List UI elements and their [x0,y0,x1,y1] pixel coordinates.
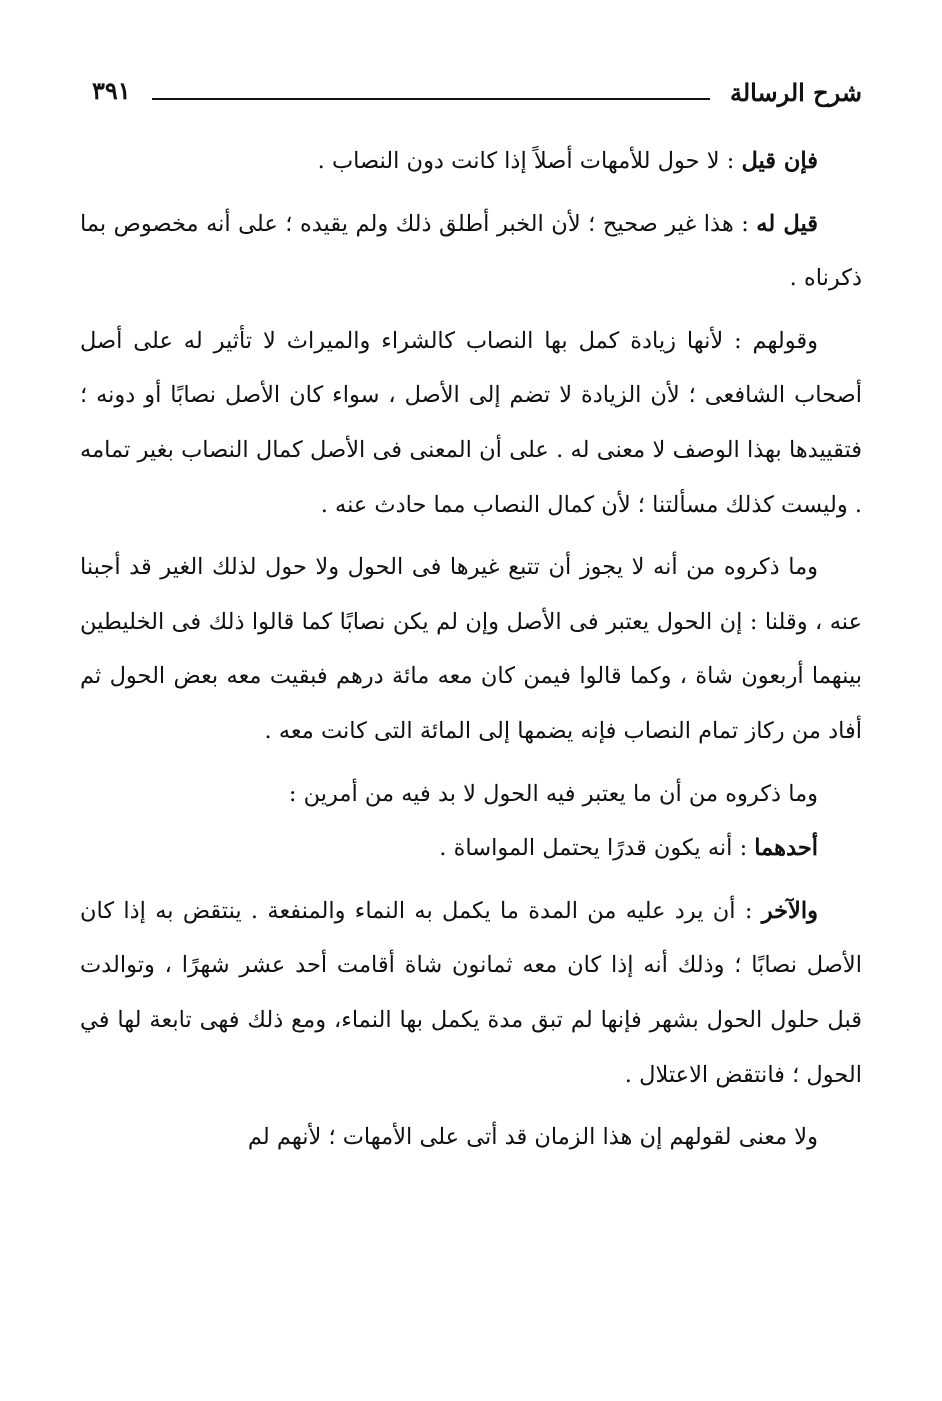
paragraph-5 [80,767,862,822]
paragraph-1 [80,134,862,189]
page-number: ٣٩١ [92,76,131,105]
paragraph-4-text: وما ذكروه من أنه لا يجوز أن تتبع غيرها فى الحول ولا حول لذلك الغير قد أجبنا عنه ، وقلنا : إن الحول يعتبر فى الأصل وإن لم يكن نصابًا كما قالوا ذلك فى الخليطين بينهما أربعون شاة ، وكما قالوا فيمن كان معه مائة درهم فبقيت معه بعض الحول ثم أفاد من ركاز تمام النصاب فإنه يضمها إلى المائة التى كانت معه . [80,554,862,744]
paragraph-7-text: : أن يرد عليه من المدة ما يكمل به النماء والمنفعة . ينتقض به إذا كان الأصل نصابًا ؛ وذلك أنه إذا كان معه ثمانون شاة أقامت أحد عشر شهرًا ، وتوالدت قبل حلول الحول بشهر فإنها لم تبق مدة يكمل بها النماء، ومع ذلك فهى تابعة لها في الحول ؛ فانتقض الاعتلال . [80,897,862,1088]
paragraph-7 [80,884,862,1102]
paragraph-6-lead: أحدهما [754,835,818,862]
running-title: شرح الرسالة [729,78,862,107]
paragraph-8 [80,1110,862,1165]
page-header [92,72,862,116]
paragraph-2-lead: قيل له [756,210,818,237]
paragraph-5-text: وما ذكروه من أن ما يعتبر فيه الحول لا بد فيه من أمرين : [288,780,818,807]
paragraph-6-text: : أنه يكون قدرًا يحتمل المواساة . [439,835,755,862]
paragraph-7-lead: والآخر [761,897,818,924]
paragraph-8-text: ولا معنى لقولهم إن هذا الزمان قد أتى على الأمهات ؛ لأنهم لم [247,1124,818,1151]
paragraph-1-lead: فإن قيل [741,148,818,174]
header-rule [152,98,710,100]
body-text [80,134,862,1165]
paragraph-4 [80,540,862,758]
paragraph-1-text: : لا حول للأمهات أصلاً إذا كانت دون النصاب . [317,148,742,174]
paragraph-3-text: وقولهم : لأنها زيادة كمل بها النصاب كالشراء والميراث لا تأثير له على أصل أصحاب الشافعى ؛ لأن الزيادة لا تضم إلى الأصل ، سواء كان الأصل نصابًا أو دونه ؛ فتقييدها بهذا الوصف لا معنى له . على أن المعنى فى الأصل كمال النصاب بغير تمامه . وليست كذلك مسألتنا ؛ لأن كمال النصاب مما حادث عنه . [80,327,862,518]
paragraph-3 [80,314,862,532]
paragraph-2 [80,197,862,306]
paragraph-6 [80,821,862,876]
paragraph-2-text: : هذا غير صحيح ؛ لأن الخبر أطلق ذلك ولم يقيده ؛ على أنه مخصوص بما ذكرناه . [80,210,862,292]
